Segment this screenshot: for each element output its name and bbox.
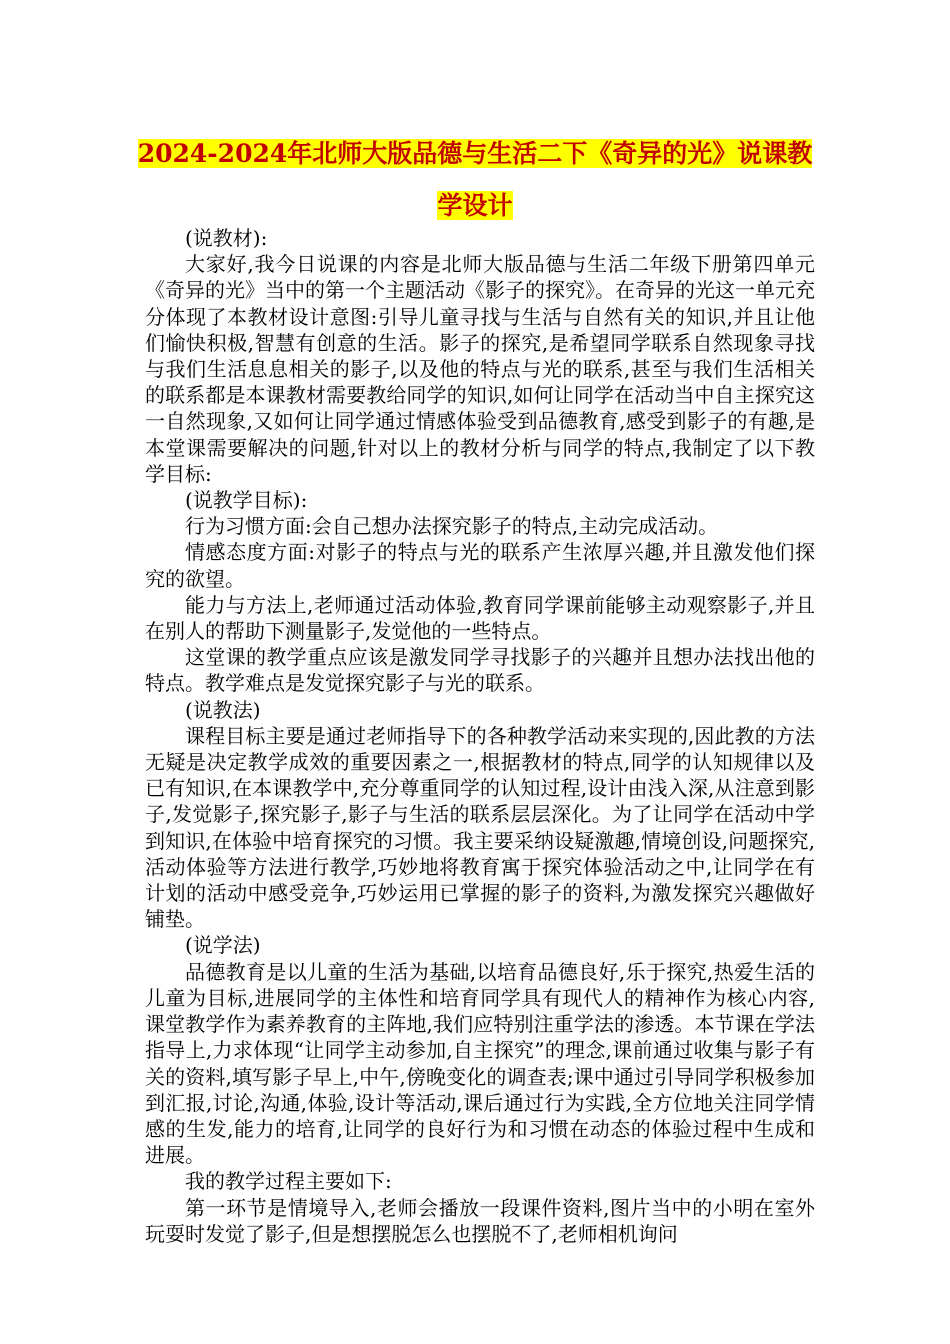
paragraph-emotion-goal: 情感态度方面:对影子的特点与光的联系产生浓厚兴趣,并且激发他们探究的欲望。 [145,540,815,591]
paragraph-learning-method: 品德教育是以儿童的生活为基础,以培育品德良好,乐于探究,热爱生活的儿童为目标,进展同学的主体性和培育同学具有现代人的精神作为核心内容,课堂教学作为素养教育的主阵地,我们应特别注重学法的渗透。本节课在学法指导上,力求体现“让同学主动参加,自主探究”的理念,课前通过收集与影子有关的资料,填写影子早上,中午,傍晚变化的调查表;课中通过引导同学积极参加到汇报,讨论,沟通,体验,设计等活动,课后通过行为实践,全方位地关注同学情感的生发,能力的培育,让同学的良好行为和习惯在动态的体验过程中生成和进展。 [145,959,815,1168]
section-heading-textbook: (说教材): [185,226,268,250]
section-heading-teaching-method: (说教法) [185,697,261,722]
section-heading-teaching-goals: (说教学目标): [185,488,308,513]
document-body [145,225,815,1247]
document-title [100,128,850,232]
paragraph-teaching-method: 课程目标主要是通过老师指导下的各种教学活动来实现的,因此教的方法无疑是决定教学成效的重要因素之一,根据教材的特点,同学的认知规律以及已有知识,在本课教学中,充分尊重同学的认知过程,设计由浅入深,从注意到影子,发觉影子,探究影子,影子与生活的联系层层深化。为了让同学在活动中学到知识,在体验中培育探究的习惯。我主要采纳设疑激趣,情境创设,问题探究,活动体验等方法进行教学,巧妙地将教育寓于探究体验活动之中,让同学在有计划的活动中感受竞争,巧妙运用已掌握的影子的资料,为激发探究兴趣做好铺垫。 [145,723,815,932]
title-line-2: 学设计 [437,191,513,220]
paragraph-ability-goal: 能力与方法上,老师通过活动体验,教育同学课前能够主动观察影子,并且在别人的帮助下测量影子,发觉他的一些特点。 [145,592,815,644]
paragraph-process-intro: 我的教学过程主要如下: [185,1169,392,1194]
title-line-1: 2024-2024年北师大版品德与生活二下《奇异的光》说课教 [137,139,813,168]
paragraph-behavior-goal: 行为习惯方面:会自己想办法探究影子的特点,主动完成活动。 [185,514,719,539]
section-heading-learning-method: (说学法) [185,933,261,958]
paragraph-textbook-analysis: 大家好,我今日说课的内容是北师大版品德与生活二年级下册第四单元《奇异的光》当中的第一个主题活动《影子的探究》。在奇异的光这一单元充分体现了本教材设计意图:引导儿童寻找与生活与自然有关的知识,并且让他们愉快积极,智慧有创意的生活。影子的探究,是希望同学联系自然现象寻找与我们生活息息相关的影子,以及他的特点与光的联系,甚至与我们生活相关的联系都是本课教材需要教给同学的知识,如何让同学在活动当中自主探究这一自然现象,又如何让同学通过情感体验受到品德教育,感受到影子的有趣,是本堂课需要解决的问题,针对以上的教材分析与同学的特点,我制定了以下教学目标: [145,252,815,486]
paragraph-key-points: 这堂课的教学重点应该是激发同学寻找影子的兴趣并且想办法找出他的特点。教学难点是发觉探究影子与光的联系。 [145,645,815,696]
paragraph-process-step-1: 第一环节是情境导入,老师会播放一段课件资料,图片当中的小明在室外玩耍时发觉了影子,但是想摆脱怎么也摆脱不了,老师相机询问 [145,1195,815,1246]
